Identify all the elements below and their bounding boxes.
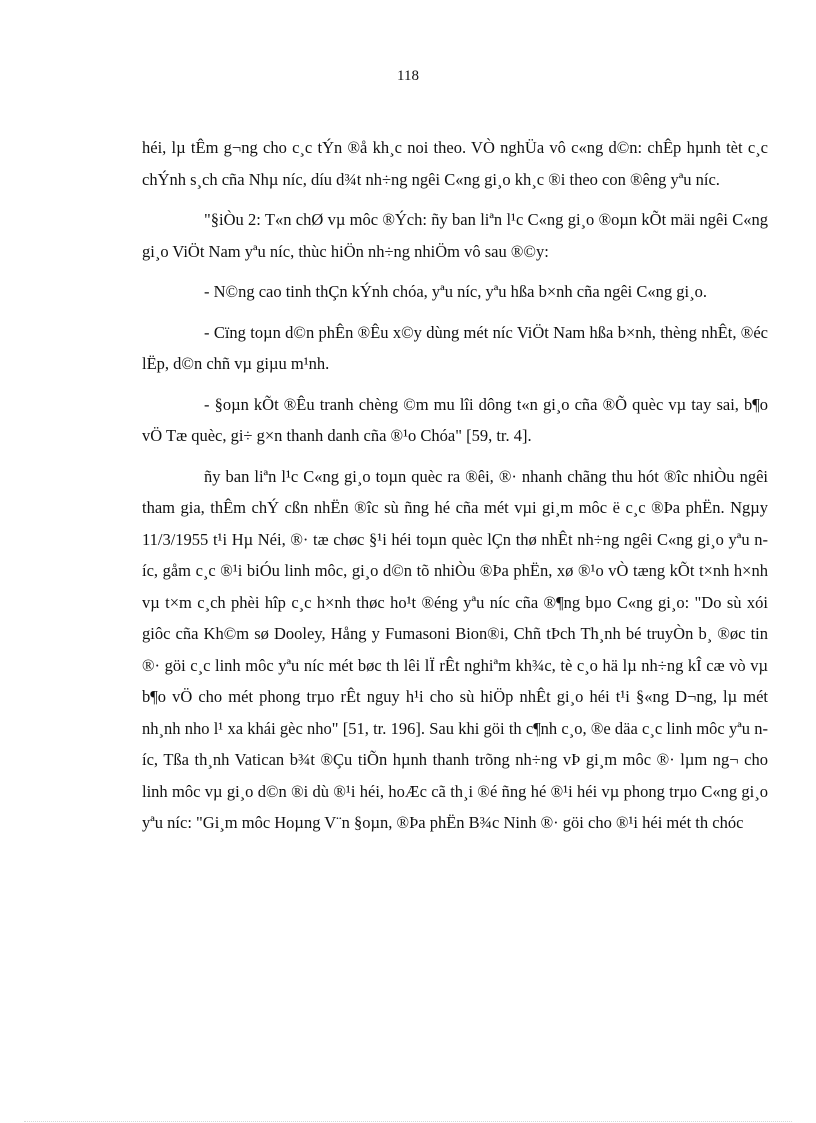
paragraph: héi, lµ tÊm g¬ng cho c¸c tÝn ®å kh¸c noi theo. VÒ nghÜa vô c«ng d©n: chÊp hµnh tèt c¸c chÝnh s¸ch cña Nhµ níc, díu d¾t nh÷ng ngêi C«ng gi¸o kh¸c ®i theo con ®êng yªu níc.: [142, 138, 768, 189]
list-item: - Cïng toµn d©n phÊn ®Êu x©y dùng mét níc ViÖt Nam hßa b×nh, thèng nhÊt, ®éc lËp, d©n chñ vµ giµu m¹nh.: [142, 322, 768, 373]
page-number: 118: [397, 68, 419, 84]
list-item: - §oµn kÕt ®Êu tranh chèng ©m mu lîi dông t«n gi¸o cña ®Õ quèc vµ tay sai, b¶o vÖ Tæ quèc, gi÷ g×n thanh danh cña ®¹o Chóa" [59, tr. 4].: [142, 394, 768, 445]
list-item: - N©ng cao tinh thÇn kÝnh chóa, yªu níc, yªu hßa b×nh cña ngêi C«ng gi¸o.: [204, 282, 707, 301]
body-text: [142, 132, 768, 839]
page-bottom-rule: [24, 1121, 792, 1122]
paragraph: ñy ban liªn l¹c C«ng gi¸o toµn quèc ra ®êi, ®· nhanh chãng thu hót ®îc nhiÒu ngêi tham gia, thÊm chÝ cßn nhËn ®îc sù ñng hé cña mét vµi gi¸m môc ë c¸c ®Þa phËn. Ngµy 11/3/1955 t¹i Hµ Néi, ®· tæ chøc §¹i héi toµn quèc lÇn thø nhÊt nh÷ng ngêi C«ng gi¸o yªu níc, gåm c¸c ®¹i biÓu linh môc, gi¸o d©n tõ nhiÒu ®Þa phËn, xø ®¹o vÒ tæng kÕt t×nh h×nh vµ t×m c¸ch phèi hîp c¸c h×nh thøc ho¹t ®éng yªu níc cña ®¶ng bµo C«ng gi¸o: "Do sù xói giôc cña Kh©m sø Dooley, Hång y Fumasoni Bion®i, Chñ tÞch Th¸nh bé truyÒn b¸ ®øc tin ®· göi c¸c linh môc yªu níc mét bøc th lêi lÏ rÊt nghiªm kh¾c, tè c¸o hä lµ nh÷ng kÎ cæ vò vµ b¶o vÖ cho mét phong trµo rÊt nguy h¹i cho sù hiÖp nhÊt gi¸o héi t¹i §«ng D¬ng, lµ mét nh¸nh nho l¹ xa khái gèc nho" [51, tr. 196]. Sau khi göi th c¶nh c¸o, ®e däa c¸c linh môc yªu n íc, Tßa th¸nh Vatican b¾t ®Çu tiÕn hµnh thanh trõng nh÷ng vÞ gi¸m môc ®· lµm ng¬ cho linh môc vµ gi¸o d©n ®i dù ®¹i héi, hoÆc cã th¸i ®é ñng hé ®¹i héi vµ phong trµo C«ng gi¸o yªu níc: "Gi¸m môc Hoµng V¨n §oµn, ®Þa phËn B¾c Ninh ®· göi cho ®¹i héi mét th chóc: [142, 466, 768, 832]
paragraph: "§iÒu 2: T«n chØ vµ môc ®Ých: ñy ban liªn l¹c C«ng gi¸o ®oµn kÕt mäi ngêi C«ng gi¸o ViÖt Nam yªu níc, thùc hiÖn nh÷ng nhiÖm vô sau ®©y:: [142, 210, 768, 261]
